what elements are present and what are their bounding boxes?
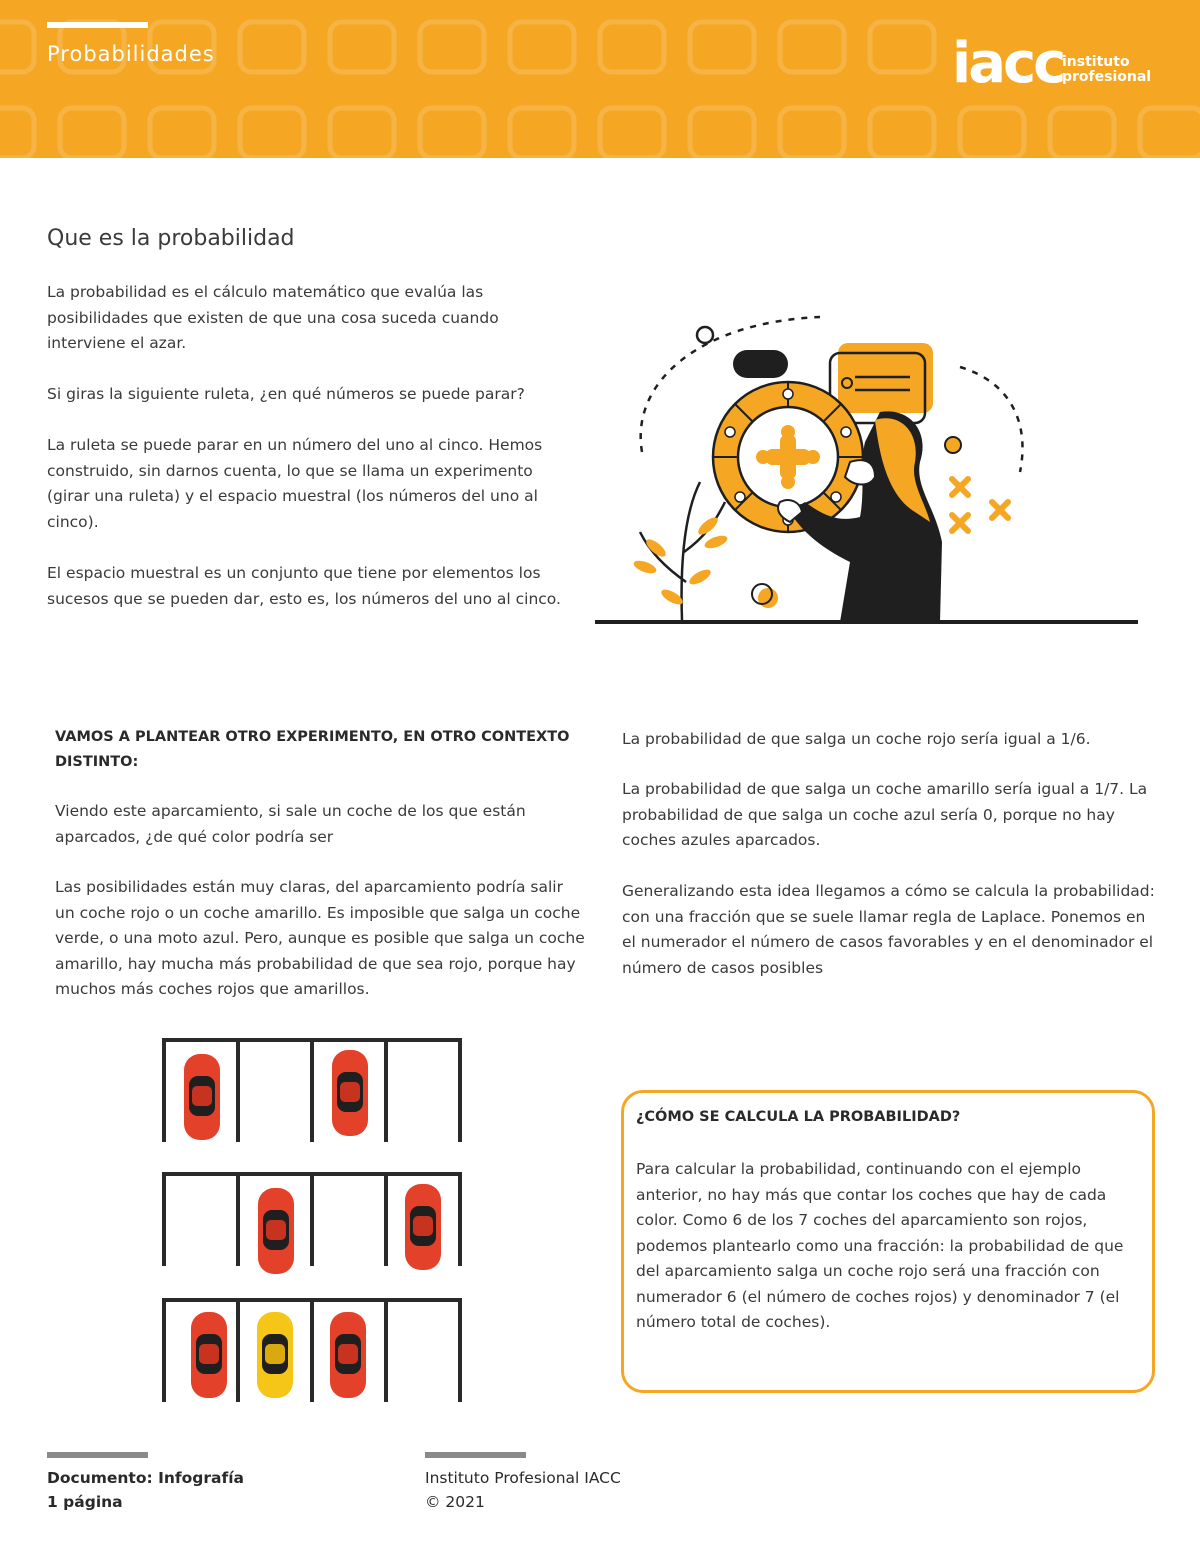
yellow-car <box>257 1312 293 1398</box>
laplace-paragraph: Generalizando esta idea llegamos a cómo se calcula la probabilidad: con una fracción que se suele llamar regla de Laplace. Ponemos en el numerador el número de casos favorables y en el denominador el número de casos posibles <box>622 882 1155 977</box>
red-car <box>405 1184 441 1270</box>
parking-question: Viendo este aparcamiento, si sale un coche de los que están aparcados, ¿de qué color podría ser <box>55 802 526 846</box>
section-heading: Que es la probabilidad <box>47 226 295 251</box>
red-probability-paragraph: La probabilidad de que salga un coche rojo sería igual a 1/6. <box>622 730 1091 748</box>
page-title: Probabilidades <box>47 42 215 66</box>
institution-name: Instituto Profesional IACC <box>425 1469 621 1487</box>
red-car <box>191 1312 227 1398</box>
red-car <box>258 1188 294 1274</box>
red-car <box>330 1312 366 1398</box>
page-count: 1 página <box>47 1493 123 1511</box>
footer-left-bar <box>47 1452 148 1458</box>
roulette-question: Si giras la siguiente ruleta, ¿en qué números se puede parar? <box>47 385 525 403</box>
yellow-probability-paragraph: La probabilidad de que salga un coche amarillo sería igual a 1/7. La probabilidad de que salga un coche azul sería 0, porque no hay coches azules aparcados. <box>622 780 1148 849</box>
callout-text: Para calcular la probabilidad, continuando con el ejemplo anterior, no hay más que contar los coches que hay de cada color. Como 6 de los 7 coches del aparcamiento son rojos, podemos plantearlo como una fracción: la probabilidad de que del aparcamiento salga un coche rojo será una fracción con numerador 6 (el número de coches rojos) y denominador 7 (el número total de coches). <box>636 1160 1124 1331</box>
calculation-callout <box>621 1090 1155 1393</box>
sample-space-paragraph: El espacio muestral es un conjunto que tiene por elementos los sucesos que se pueden dar, esto es, los números del uno al cinco. <box>47 564 561 608</box>
logo-subtitle: instituto profesional <box>1062 54 1152 85</box>
logo-wordmark: iacc <box>952 31 1064 96</box>
intro-paragraph: La probabilidad es el cálculo matemático que evalúa las posibilidades que existen de que una cosa suceda cuando interviene el azar. <box>47 283 499 352</box>
footer-document-info <box>47 1466 244 1514</box>
header-banner <box>0 0 1200 158</box>
copyright: © 2021 <box>425 1493 485 1511</box>
experiment-paragraph: La ruleta se puede parar en un número del uno al cinco. Hemos construido, sin darnos cuenta, lo que se llama un experimento (girar una ruleta) y el espacio muestral (los números del uno al cinco). <box>47 436 543 531</box>
red-car <box>332 1050 368 1136</box>
footer-institution-info <box>425 1466 621 1514</box>
callout-title: ¿CÓMO SE CALCULA LA PROBABILIDAD? <box>636 1109 961 1125</box>
red-car <box>184 1054 220 1140</box>
document-type: Documento: Infografía <box>47 1469 244 1487</box>
parking-lot-illustration <box>160 1036 465 1404</box>
iacc-logo <box>952 31 1162 100</box>
possibilities-paragraph: Las posibilidades están muy claras, del aparcamiento podría salir un coche rojo o un coche amarillo. Es imposible que salga un coche verde, o una moto azul. Pero, aunque es posible que salga un coche amarillo, hay mucha más probabilidad de que sea rojo, porque hay muchos más coches rojos que amarillos. <box>55 878 585 998</box>
roulette-illustration <box>590 312 1140 632</box>
footer-right-bar <box>425 1452 526 1458</box>
header-accent-bar <box>47 22 148 28</box>
experiment-title: VAMOS A PLANTEAR OTRO EXPERIMENTO, EN OTRO CONTEXTO DISTINTO: <box>55 729 570 770</box>
